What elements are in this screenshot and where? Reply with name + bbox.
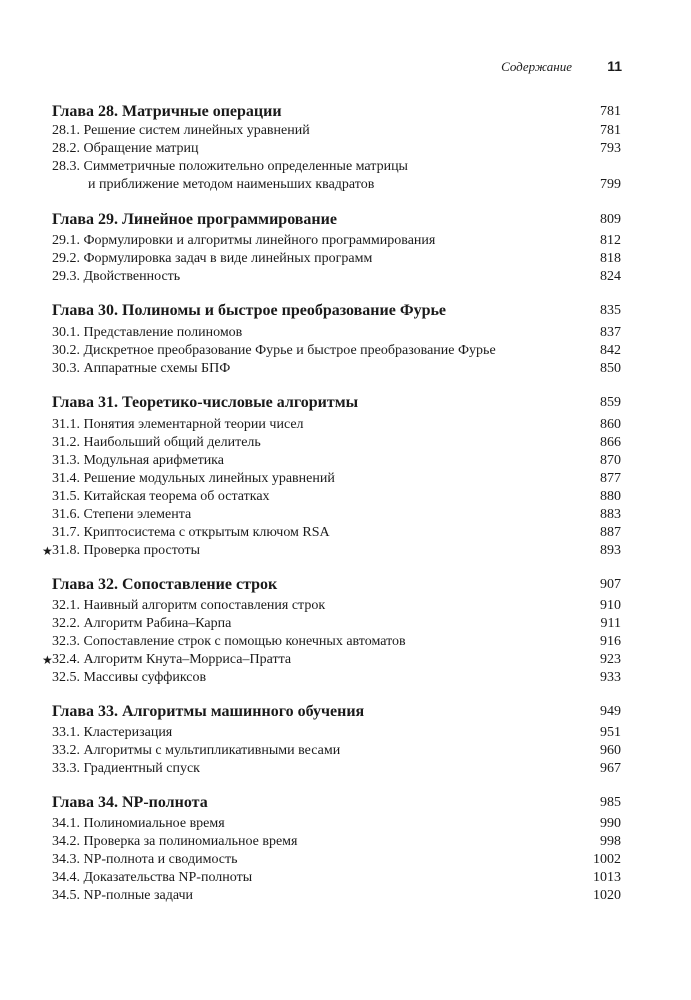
section-title: 32.3. Сопоставление строк с помощью конечных автоматов bbox=[52, 634, 406, 649]
section-title: 30.2. Дискретное преобразование Фурье и быстрое преобразование Фурье bbox=[52, 343, 496, 358]
toc-section-row bbox=[52, 833, 621, 851]
toc-section-row bbox=[42, 651, 621, 669]
toc-page-number: 985 bbox=[600, 795, 621, 810]
toc-section-row bbox=[52, 342, 621, 360]
toc-chapter-row bbox=[52, 575, 621, 595]
chapter-title: Глава 29. Линейное программирование bbox=[52, 211, 337, 228]
toc-page-number: 818 bbox=[600, 251, 621, 266]
toc-section-row bbox=[52, 742, 621, 760]
section-title: 30.3. Аппаратные схемы БПФ bbox=[52, 361, 231, 376]
toc-chapter-row bbox=[52, 793, 621, 813]
toc-section-row bbox=[52, 488, 621, 506]
toc-page-number: 933 bbox=[600, 670, 621, 685]
toc-section-row bbox=[52, 760, 621, 778]
section-title: 31.4. Решение модульных линейных уравнений bbox=[52, 471, 335, 486]
star-icon: ★ bbox=[42, 544, 53, 558]
toc-page-number: 911 bbox=[600, 616, 621, 631]
toc-section-row bbox=[52, 524, 621, 542]
toc-section-row bbox=[52, 416, 621, 434]
chapter-title: Глава 33. Алгоритмы машинного обучения bbox=[52, 703, 365, 720]
section-title: 30.1. Представление полиномов bbox=[52, 325, 243, 340]
toc-section-row bbox=[52, 360, 621, 378]
toc-page-number: 967 bbox=[600, 761, 621, 776]
toc-section-row bbox=[52, 597, 621, 615]
section-title: 28.2. Обращение матриц bbox=[52, 141, 199, 156]
toc-section-row bbox=[52, 250, 621, 268]
toc-page-number: 880 bbox=[600, 489, 621, 504]
toc-page-number: 1013 bbox=[593, 870, 621, 885]
section-title: 28.1. Решение систем линейных уравнений bbox=[52, 123, 310, 138]
toc-page-number: 837 bbox=[600, 325, 621, 340]
section-title: 34.4. Доказательства NP-полноты bbox=[52, 870, 253, 885]
toc-page-number: 781 bbox=[600, 123, 621, 138]
toc-chapter-row bbox=[52, 393, 621, 413]
toc-chapter-row bbox=[52, 301, 621, 321]
toc-section-row bbox=[52, 158, 621, 176]
toc-page-number: 960 bbox=[600, 743, 621, 758]
section-title: 31.1. Понятия элементарной теории чисел bbox=[52, 417, 304, 432]
toc-page-number: 812 bbox=[600, 233, 621, 248]
toc-chapter-row bbox=[52, 210, 621, 230]
chapter-title: Глава 31. Теоретико-числовые алгоритмы bbox=[52, 394, 359, 411]
toc-page-number: 990 bbox=[600, 816, 621, 831]
toc-page-number: 859 bbox=[600, 395, 621, 410]
toc-section-row bbox=[52, 724, 621, 742]
section-title: 34.2. Проверка за полиномиальное время bbox=[52, 834, 298, 849]
section-title: 33.1. Кластеризация bbox=[52, 725, 173, 740]
toc-section-row bbox=[52, 140, 621, 158]
toc-section-row bbox=[52, 851, 621, 869]
toc-page-number: 883 bbox=[600, 507, 621, 522]
toc-page-number: 949 bbox=[600, 704, 621, 719]
section-title: 31.7. Криптосистема с открытым ключом RSA bbox=[52, 525, 330, 540]
toc-section-row bbox=[52, 669, 621, 687]
toc-page-number: 793 bbox=[600, 141, 621, 156]
section-title: 32.1. Наивный алгоритм сопоставления строк bbox=[52, 598, 326, 613]
section-title: 29.3. Двойственность bbox=[52, 269, 181, 284]
toc-page-number: 1002 bbox=[593, 852, 621, 867]
toc-page-number: 835 bbox=[600, 303, 621, 318]
section-title: 33.2. Алгоритмы с мультипликативными весами bbox=[52, 743, 341, 758]
toc-chapter-row bbox=[52, 702, 621, 722]
toc-page-number: 842 bbox=[600, 343, 621, 358]
toc-section-row bbox=[52, 470, 621, 488]
chapter-title: Глава 34. NP-полнота bbox=[52, 794, 208, 811]
section-title: 32.5. Массивы суффиксов bbox=[52, 670, 207, 685]
star-icon: ★ bbox=[42, 653, 53, 667]
section-title: 29.1. Формулировки и алгоритмы линейного программирования bbox=[52, 233, 436, 248]
toc-section-row bbox=[52, 232, 621, 250]
toc-section-row bbox=[42, 542, 621, 560]
toc-section-row bbox=[52, 506, 621, 524]
section-title: 33.3. Градиентный спуск bbox=[52, 761, 200, 776]
section-title: 31.8. Проверка простоты bbox=[52, 543, 200, 558]
toc-page-number: 998 bbox=[600, 834, 621, 849]
toc-page-number: 887 bbox=[600, 525, 621, 540]
toc-section-row bbox=[52, 452, 621, 470]
section-title: 34.5. NP-полные задачи bbox=[52, 888, 194, 903]
section-title: 32.4. Алгоритм Кнута–Морриса–Пратта bbox=[52, 652, 292, 667]
toc-page-number: 877 bbox=[600, 471, 621, 486]
chapter-title: Глава 32. Сопоставление строк bbox=[52, 576, 278, 593]
section-title: и приближение методом наименьших квадратов bbox=[88, 177, 375, 192]
toc-page-number: 870 bbox=[600, 453, 621, 468]
toc-section-row bbox=[52, 615, 621, 633]
toc-section-row bbox=[52, 268, 621, 286]
toc-page-number: 916 bbox=[600, 634, 621, 649]
toc-section-row bbox=[52, 633, 621, 651]
section-title: 31.5. Китайская теорема об остатках bbox=[52, 489, 270, 504]
section-title: 31.3. Модульная арифметика bbox=[52, 453, 224, 468]
toc-section-row bbox=[52, 122, 621, 140]
section-title: 34.1. Полиномиальное время bbox=[52, 816, 225, 831]
toc-chapter-row bbox=[52, 102, 621, 122]
toc-page-number: 781 bbox=[600, 104, 621, 119]
toc-page-number: 809 bbox=[600, 212, 621, 227]
running-head-title: Содержание bbox=[501, 59, 572, 74]
toc-page-number: 850 bbox=[600, 361, 621, 376]
section-title: 32.2. Алгоритм Рабина–Карпа bbox=[52, 616, 232, 631]
running-head bbox=[0, 59, 622, 79]
section-title: 34.3. NP-полнота и сводимость bbox=[52, 852, 238, 867]
page-number: 11 bbox=[607, 58, 622, 74]
toc-section-row bbox=[52, 434, 621, 452]
toc-section-row bbox=[52, 815, 621, 833]
toc-page-number: 1020 bbox=[593, 888, 621, 903]
toc-section-row bbox=[52, 869, 621, 887]
toc-section-row bbox=[52, 176, 621, 194]
chapter-title: Глава 30. Полиномы и быстрое преобразование Фурье bbox=[52, 302, 447, 319]
toc-page-number: 893 bbox=[600, 543, 621, 558]
section-title: 28.3. Симметричные положительно определенные матрицы bbox=[52, 159, 408, 174]
toc-page-number: 866 bbox=[600, 435, 621, 450]
toc-page-number: 824 bbox=[600, 269, 621, 284]
toc-page-number: 951 bbox=[600, 725, 621, 740]
toc-page-number: 860 bbox=[600, 417, 621, 432]
toc-page-number: 907 bbox=[600, 577, 621, 592]
toc-section-row bbox=[52, 887, 621, 905]
section-title: 31.6. Степени элемента bbox=[52, 507, 192, 522]
section-title: 31.2. Наибольший общий делитель bbox=[52, 435, 261, 450]
toc-page-number: 923 bbox=[600, 652, 621, 667]
toc-page-number: 910 bbox=[600, 598, 621, 613]
section-title: 29.2. Формулировка задач в виде линейных программ bbox=[52, 251, 373, 266]
chapter-title: Глава 28. Матричные операции bbox=[52, 103, 282, 120]
toc-section-row bbox=[52, 324, 621, 342]
toc-page-number: 799 bbox=[600, 177, 621, 192]
